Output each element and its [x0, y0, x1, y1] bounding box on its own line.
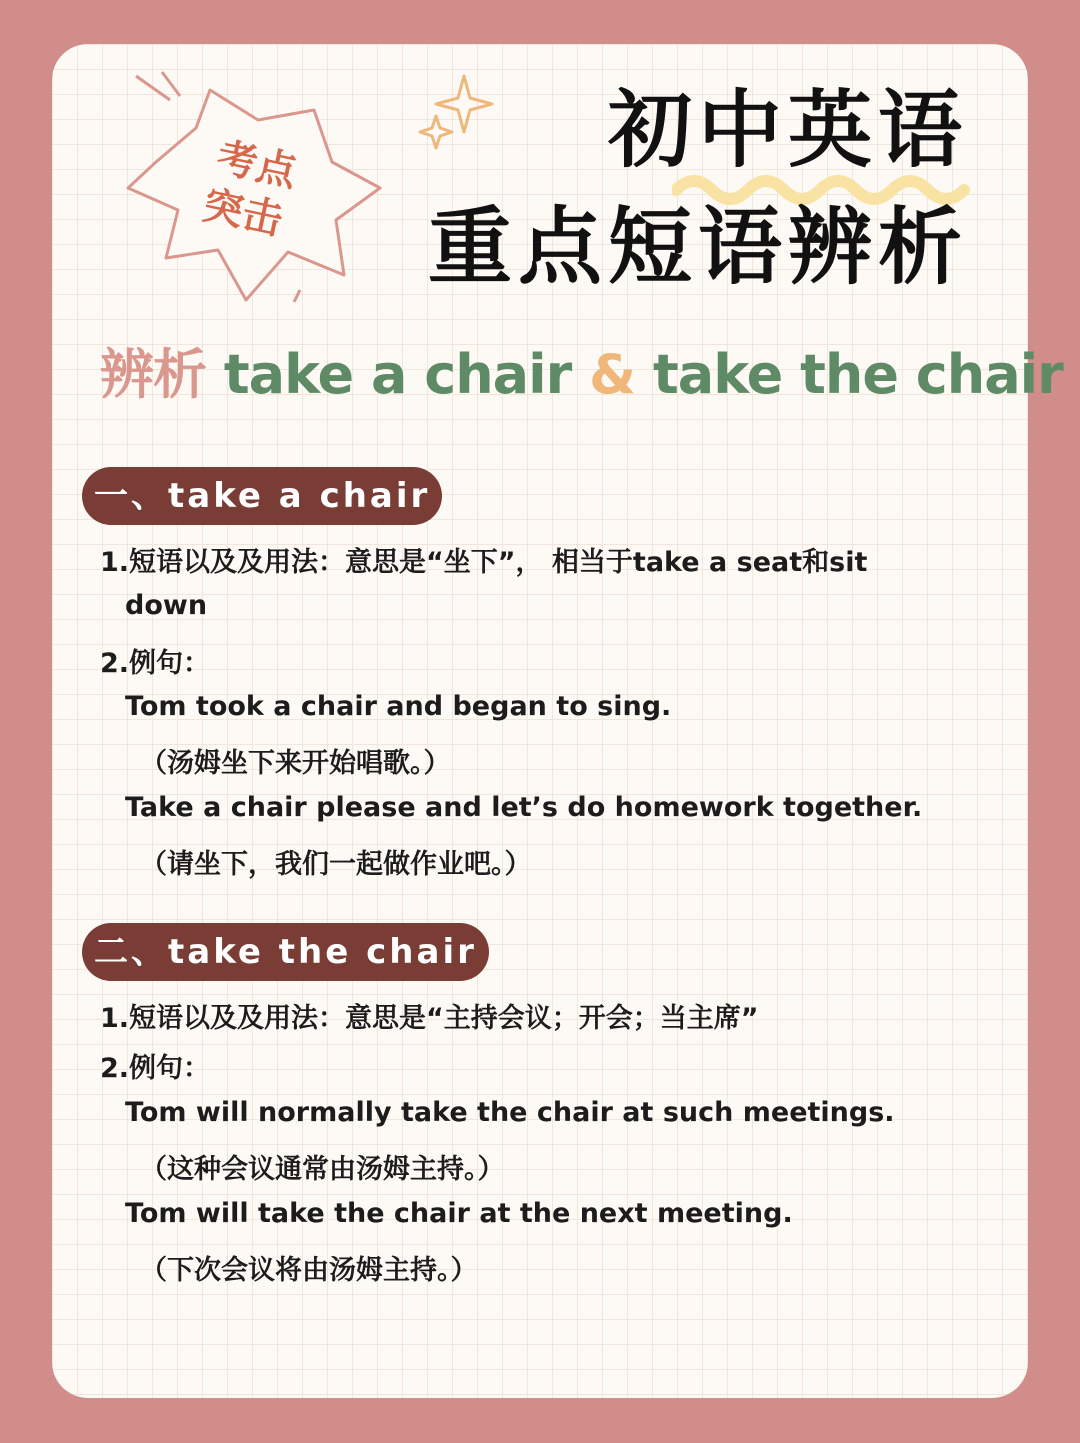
subtitle-phrase1: take a chair: [223, 343, 572, 406]
section1-example2-zh: （请坐下，我们一起做作业吧。）: [140, 849, 532, 880]
section2-heading: 二、take the chair: [82, 923, 489, 981]
sparkle-icon: [412, 72, 502, 162]
section1-usage: 1.短语以及及用法：意思是“坐下”， 相当于take a seat和sit: [100, 547, 868, 578]
section2-example1-en: Tom will normally take the chair at such meetings.: [125, 1097, 895, 1128]
subtitle-ampersand: &: [589, 343, 636, 406]
badge-line2: 突击: [198, 182, 287, 245]
section2-example-label: 2.例句：: [100, 1053, 211, 1084]
burst-badge-icon: [118, 70, 388, 310]
section1-example2-en: Take a chair please and let’s do homework together.: [125, 792, 923, 823]
section1-heading: 一、take a chair: [82, 467, 442, 525]
section2-example1-zh: （这种会议通常由汤姆主持。）: [140, 1154, 505, 1185]
subtitle: [100, 332, 1063, 409]
subtitle-phrase2: take the chair: [652, 343, 1063, 406]
section2-example2-zh: （下次会议将由汤姆主持。）: [140, 1255, 478, 1286]
title-line1: 初中英语: [607, 81, 968, 179]
section1-example1-en: Tom took a chair and began to sing.: [125, 691, 672, 722]
title-line2: 重点短语辨析: [427, 198, 968, 296]
section1-usage-cont: down: [125, 590, 208, 621]
subtitle-prefix: 辨析: [100, 343, 206, 406]
section2-example2-en: Tom will take the chair at the next meeting.: [125, 1198, 793, 1229]
section1-example-label: 2.例句：: [100, 648, 211, 679]
section1-example1-zh: （汤姆坐下来开始唱歌。）: [140, 748, 451, 779]
section2-usage: 1.短语以及及用法：意思是“主持会议；开会；当主席”: [100, 1003, 759, 1034]
badge-line1: 考点: [212, 134, 301, 197]
